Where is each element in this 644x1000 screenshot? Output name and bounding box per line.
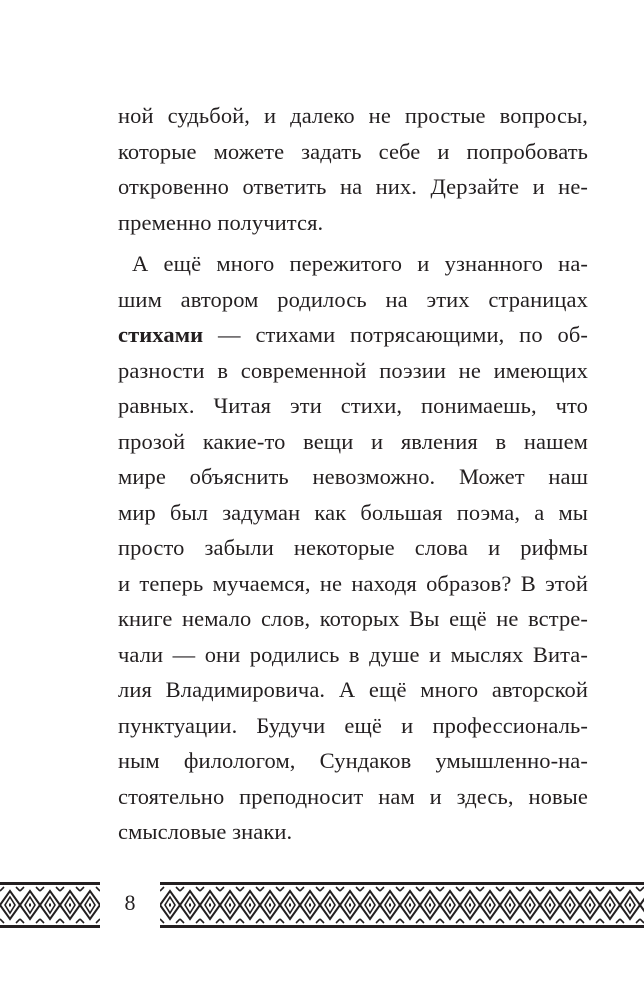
text-line: откровенно ответить на них. Дерзайте и не-	[118, 174, 588, 199]
text-line: мире объяснить невозможно. Может наш	[118, 464, 588, 489]
ornament-border-left-icon	[0, 882, 100, 928]
ornament-border-right-icon	[160, 882, 644, 928]
text-line: которые можете задать себе и попробовать	[118, 138, 588, 164]
text-line-with-emphasis	[118, 317, 588, 353]
text-line: прозой какие-то вещи и явления в нашем	[118, 428, 588, 454]
page-footer	[0, 882, 644, 928]
text-line: А ещё много пережитого и узнанного на-	[132, 251, 588, 276]
text-line: чали — они родились в душе и мыслях Вита-	[118, 641, 588, 667]
emphasis-word: стихами	[118, 322, 204, 347]
text-line: лия Владимировича. А ещё много авторской	[118, 677, 588, 702]
text-line: стоятельно преподносит нам и здесь, новые	[118, 783, 588, 809]
text-line: разности в современной поэзии не имеющих	[118, 357, 588, 383]
text-line: пунктуации. Будучи ещё и профессиональ-	[118, 712, 588, 738]
text-line: мир был задуман как большая поэма, а мы	[118, 499, 588, 525]
text-line: ным филологом, Сундаков умышленно-на-	[118, 748, 588, 773]
text-line: пременно получится.	[118, 209, 324, 235]
text-line: смысловые знаки.	[118, 819, 293, 844]
text-line: шим автором родилось на этих страницах	[118, 286, 588, 312]
text-line: и теперь мучаемся, не находя образов? В этой	[118, 570, 588, 596]
text-line: равных. Читая эти стихи, понимаешь, что	[118, 393, 588, 418]
page-number: 8	[124, 890, 136, 915]
body-text	[118, 98, 588, 850]
text-line: книге немало слов, которых Вы ещё не встре-	[118, 606, 588, 631]
text-line: просто забыли некоторые слова и рифмы	[118, 535, 588, 560]
text-line: ной судьбой, и далеко не простые вопросы,	[118, 103, 588, 128]
text-fragment: — стихами потрясающими, по об-	[203, 322, 588, 347]
